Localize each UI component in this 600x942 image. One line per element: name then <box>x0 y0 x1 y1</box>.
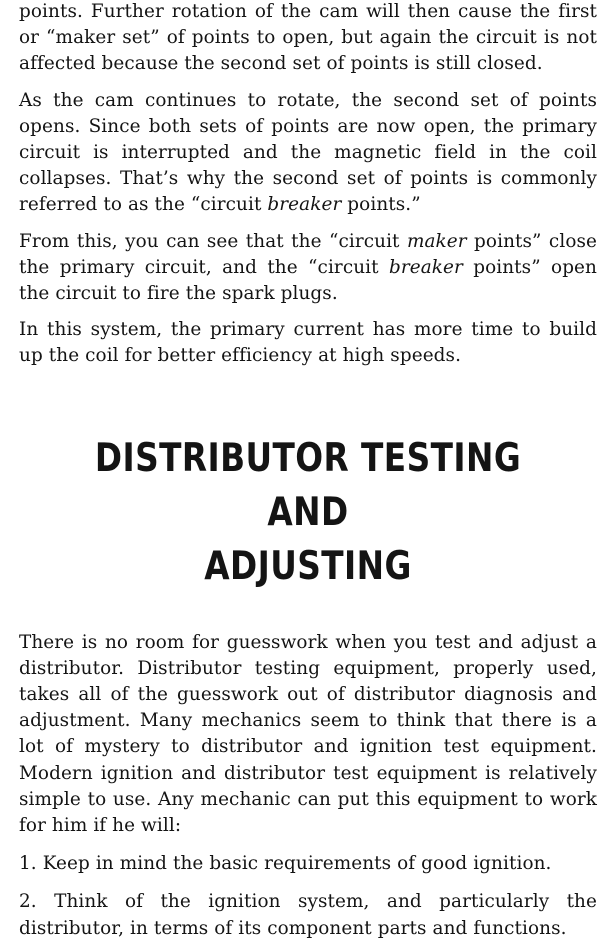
emphasis-breaker: breaker <box>267 194 342 216</box>
section-heading <box>65 432 551 594</box>
paragraph-maker-set: points. Further rotation of the cam will then cause the first or “maker set” of points to open, but again the circuit is not affected because the second set of points is still closed. <box>19 1 597 75</box>
list-item-1: 1. Keep in mind the basic requirements of good ignition. <box>19 853 552 875</box>
list-item-2: 2. Think of the ignition system, and particularly the distributor, in terms of its component parts and functions. <box>19 891 597 939</box>
paragraph-primary-current: In this system, the primary current has more time to build up the coil for better efficiency at high speeds. <box>19 319 597 367</box>
section-heading-line-1: DISTRIBUTOR TESTING AND <box>94 435 522 535</box>
paragraph-summary-text-a: From this, you can see that the “circuit <box>19 230 407 252</box>
document-page <box>19 0 597 942</box>
paragraph-summary-text-b: points” close the primary circuit, and the “circuit <box>19 230 598 278</box>
paragraph-breaker-points-text-b: points.” <box>341 194 421 216</box>
paragraph-breaker-points <box>19 88 597 219</box>
paragraph-maker-breaker-summary <box>19 229 597 308</box>
paragraph-breaker-points-text-a: As the cam continues to rotate, the second set of points opens. Since both sets of points are now open, the primary circuit is interrupted and the magnetic field in the coil collapses. That’s why the second set of points is commonly referred to as the “circuit <box>19 89 597 216</box>
emphasis-breaker-2: breaker <box>388 256 463 278</box>
paragraph-no-guesswork: There is no room for guesswork when you test and adjust a distributor. Distributor testing equipment, properly used, takes all of the guesswork out of distributor diagnosis and adjustment. Many mechanics seem to think that there is a lot of mystery to distributor and ignition test equipment. Modern ignition and distributor test equipment is relatively simple to use. Any mechanic can put this equipment to work for him if he will: <box>19 631 597 837</box>
section-heading-line-2: ADJUSTING <box>204 543 412 589</box>
emphasis-maker: maker <box>406 230 467 252</box>
paragraph-summary-text-c: points” open the circuit to fire the spark plugs. <box>19 256 597 305</box>
